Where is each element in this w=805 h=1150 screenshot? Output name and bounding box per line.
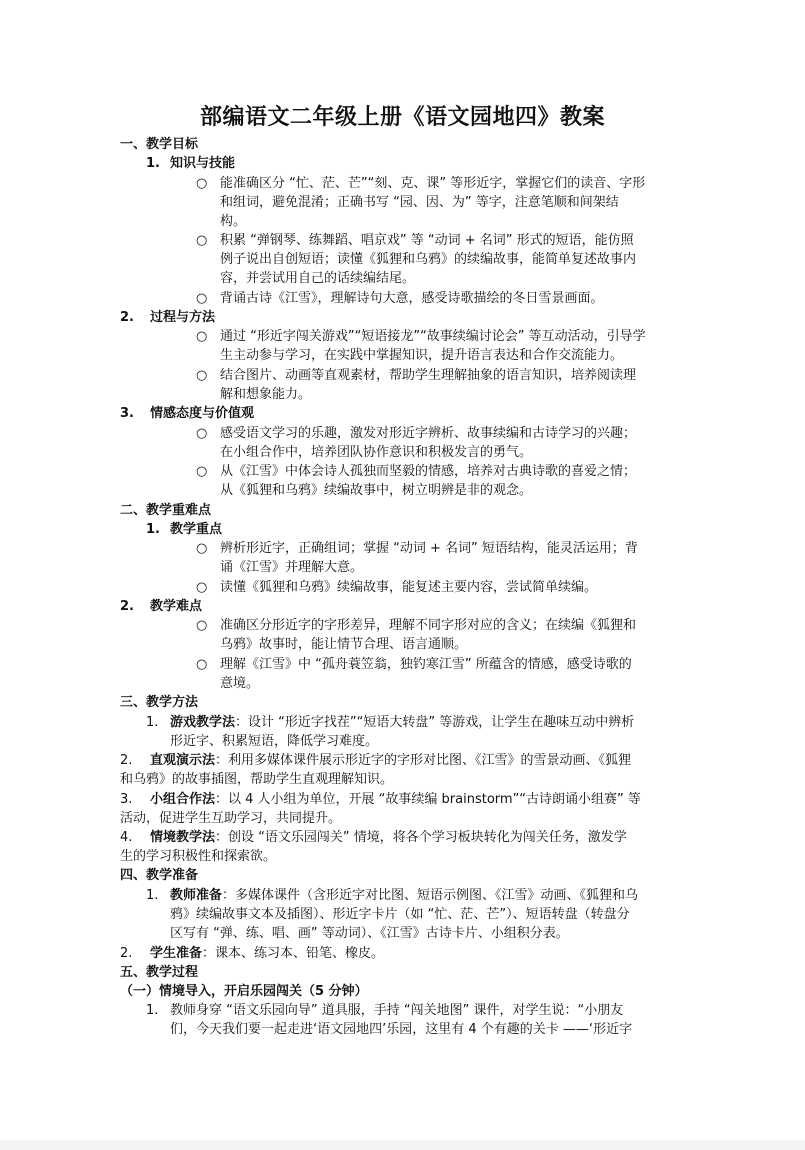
bullet-icon: ○ [196, 580, 208, 595]
text-line: 例子说出自创短语；读懂《狐狸和乌鸦》的续编故事，能简单复述故事内 [220, 252, 637, 267]
text-line: 感受语文学习的乐趣，激发对形近字辨析、故事续编和古诗学习的兴趣； [220, 426, 637, 441]
bullet-icon: ○ [196, 426, 208, 441]
method-label: 游戏教学法 [170, 715, 236, 730]
bullet-icon: ○ [196, 291, 208, 306]
list-item [170, 713, 634, 733]
text-line: 容，并尝试用自己的话续编结尾。 [220, 271, 416, 286]
method-text: ：设计 “形近字找茬”“短语大转盘” 等游戏，让学生在趣味互动中辨析 [235, 715, 635, 730]
section-heading-key-points: 二、教学重难点 [120, 503, 212, 518]
text-line: 和组词，避免混淆；正确书写 “园、因、为” 等字，注意笔顺和间架结 [220, 195, 619, 210]
bullet-icon: ○ [196, 176, 208, 191]
bullet-icon: ○ [196, 233, 208, 248]
text-line: 意境。 [220, 676, 260, 691]
list-number: 1. [146, 888, 159, 903]
text-line: 们，今天我们要一起走进‘语文园地四’乐园，这里有 4 个有趣的关卡 ——‘形近字 [170, 1022, 633, 1037]
text-line: 辨析形近字，正确组词；掌握 “动词 + 名词” 短语结构，能灵活运用；背 [220, 541, 638, 556]
section-heading-process: 五、教学过程 [120, 965, 199, 980]
text-line: 背诵古诗《江雪》，理解诗句大意，感受诗歌描绘的冬日雪景画面。 [220, 291, 604, 306]
bullet-icon: ○ [196, 329, 208, 344]
prep-label: 学生准备 [150, 946, 203, 961]
bullet-icon: ○ [196, 657, 208, 672]
subsection-title-knowledge: 知识与技能 [170, 156, 236, 171]
bullet-icon: ○ [196, 618, 208, 633]
bullet-icon: ○ [196, 464, 208, 479]
list-number: 1. [146, 1003, 159, 1018]
subsection-title-difficulty: 教学难点 [150, 599, 203, 614]
text-line: 从《江雪》中体会诗人孤独而坚毅的情感，培养对古典诗歌的喜爱之情； [220, 464, 637, 479]
text-line: 读懂《狐狸和乌鸦》续编故事，能复述主要内容，尝试简单续编。 [220, 580, 598, 595]
text-line: 活动，促进学生互助学习，共同提升。 [120, 811, 342, 826]
text-line: 诵《江雪》并理解大意。 [220, 560, 364, 575]
list-number: 2. [120, 946, 133, 961]
text-line: 形近字、积累短语，降低学习难度。 [170, 734, 379, 749]
method-text: ：创设 “语文乐园闯关” 情境，将各个学习板块转化为闯关任务，激发学 [215, 830, 627, 845]
subsection-title-focus: 教学重点 [170, 522, 223, 537]
prep-text: ：课本、练习本、铅笔、橡皮。 [202, 946, 385, 961]
text-line: 和乌鸦》的故事插图，帮助学生直观理解知识。 [120, 772, 394, 787]
text-line: 生的学习积极性和探索欲。 [120, 849, 277, 864]
list-number: 4. [120, 830, 133, 845]
subsection-number: 1. [146, 522, 160, 537]
text-line: 积累 “弹钢琴、练舞蹈、唱京戏” 等 “动词 + 名词” 形式的短语，能仿照 [220, 233, 634, 248]
list-number: 3. [120, 792, 133, 807]
method-label: 直观演示法 [150, 753, 216, 768]
list-item [150, 944, 384, 964]
subsection-title-intro: （一）情境导入，开启乐园闯关（5 分钟） [120, 984, 368, 999]
subsection-title-process: 过程与方法 [150, 310, 216, 325]
text-line: 准确区分形近字的字形差异，理解不同字形对应的含义；在续编《狐狸和 [220, 618, 637, 633]
bullet-icon: ○ [196, 368, 208, 383]
text-line: 在小组合作中，培养团队协作意识和积极发言的勇气。 [220, 445, 533, 460]
document-title: 部编语文二年级上册《语文园地四》教案 [199, 105, 605, 130]
subsection-number: 2. [120, 599, 134, 614]
text-line: 区写有 “弹、练、唱、画” 等动词）、《江雪》古诗卡片、小组积分表。 [170, 926, 569, 941]
method-text: ：以 4 人小组为单位，开展 “故事续编 brainstorm”“古诗朗诵小组赛” 等 [215, 792, 641, 807]
method-label: 情境教学法 [150, 830, 216, 845]
list-item [150, 828, 627, 848]
list-number: 1. [146, 715, 159, 730]
text-line: 解和想象能力。 [220, 387, 312, 402]
method-label: 小组合作法 [150, 792, 216, 807]
text-line: 鸦》续编故事文本及插图）、形近字卡片（如 “忙、茫、芒”）、短语转盘（转盘分 [170, 907, 630, 922]
bullet-icon: ○ [196, 541, 208, 556]
text-line: 从《狐狸和乌鸦》续编故事中，树立明辨是非的观念。 [220, 483, 533, 498]
text-line: 结合图片、动画等直观素材，帮助学生理解抽象的语言知识，培养阅读理 [220, 368, 637, 383]
subsection-title-attitude: 情感态度与价值观 [150, 406, 255, 421]
text-line: 理解《江雪》中 “孤舟蓑笠翁，独钓寒江雪” 所蕴含的情感，感受诗歌的 [220, 657, 632, 672]
text-line: 能准确区分 “忙、茫、芒”“刻、克、课” 等形近字，掌握它们的读音、字形 [220, 176, 646, 191]
prep-label: 教师准备 [170, 888, 223, 903]
section-heading-objectives: 一、教学目标 [120, 137, 199, 152]
text-line: 教师身穿 “语文乐园向导” 道具服，手持 “闯关地图” 课件，对学生说：“小朋友 [170, 1003, 624, 1018]
text-line: 通过 “形近字闯关游戏”“短语接龙”“故事续编讨论会” 等互动活动，引导学 [220, 329, 646, 344]
list-item [150, 751, 631, 771]
text-line: 构。 [220, 214, 247, 229]
subsection-number: 3. [120, 406, 134, 421]
prep-text: ：多媒体课件（含形近字对比图、短语示例图、《江雪》动画、《狐狸和乌 [222, 888, 639, 903]
section-heading-preparation: 四、教学准备 [120, 868, 199, 883]
list-number: 2. [120, 753, 133, 768]
list-item [170, 886, 638, 906]
subsection-number: 1. [146, 156, 160, 171]
text-line: 生主动参与学习，在实践中掌握知识，提升语言表达和合作交流能力。 [220, 348, 624, 363]
method-text: ：利用多媒体课件展示形近字的字形对比图、《江雪》的雪景动画、《狐狸 [215, 753, 632, 768]
list-item [150, 790, 641, 810]
section-heading-methods: 三、教学方法 [120, 695, 199, 710]
text-line: 乌鸦》故事时，能让情节合理、语言通顺。 [220, 637, 468, 652]
subsection-number: 2. [120, 310, 134, 325]
